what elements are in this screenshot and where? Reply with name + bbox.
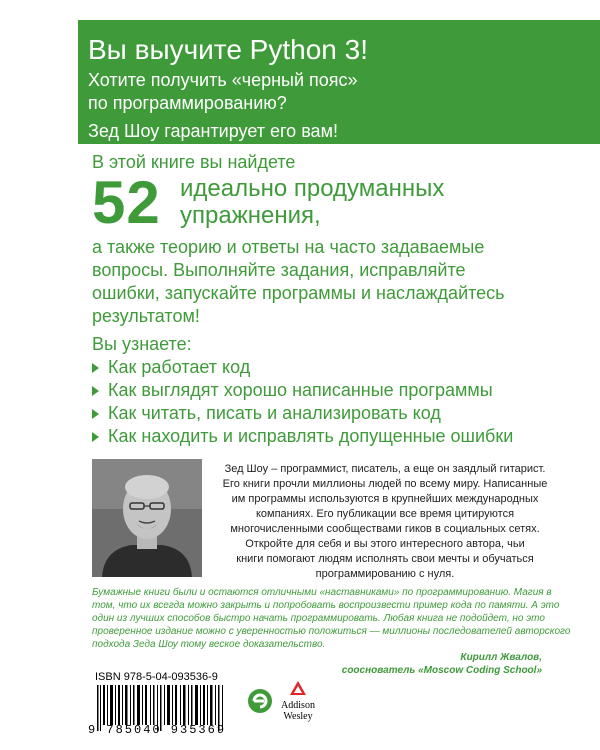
triangle-bullet-icon: [92, 432, 99, 442]
learn-item: [92, 402, 572, 425]
learn-item: [92, 356, 572, 379]
quote-author-role: сооснователь «Moscow Coding School»: [341, 665, 542, 676]
learn-item-label: Как читать, писать и анализировать код: [108, 403, 441, 423]
intro-text: В этой книге вы найдете: [92, 152, 296, 172]
paragraph-line: вопросы. Выполняйте задания, исправляйте: [92, 260, 466, 280]
bio-line: книги помогают людям исполнять свои мечты и обучаться: [236, 553, 534, 565]
header-banner: [78, 20, 600, 144]
quote-line: Бумажные книги были и остаются отличными «наставниками» по программированию. Магия в: [92, 587, 552, 598]
isbn-label: ISBN 978-5-04-093536-9: [95, 671, 218, 683]
exercise-line-1: идеально продуманных: [180, 175, 445, 202]
quote-author-name: Кирилл Жвалов,: [460, 652, 542, 663]
learn-list: [92, 356, 572, 448]
bio-line: Зед Шоу – программист, писатель, а еще он заядлый гитарист.: [224, 463, 546, 475]
addison-wesley-icon: [290, 681, 306, 695]
quote-line: проверенное издание можно с уверенностью положиться — миллионы последователей авторского: [92, 626, 571, 637]
quote-line: один из лучших способов быстро начать программировать. Любая книга не подойдет, но это: [92, 613, 545, 624]
quote-line: том, что их всегда можно закрыть и попробовать воспроизвести пример кода по памяти. А это: [92, 600, 560, 611]
quote-line: подхода Зеда Шоу тому веское доказательство.: [92, 639, 326, 650]
eksmo-logo-icon: [247, 688, 273, 719]
bio-line: программированию с нуля.: [315, 568, 455, 580]
addison-wesley-logo: [278, 681, 318, 722]
barcode-number: 9 785040 935369: [88, 723, 227, 737]
learn-item: [92, 425, 572, 448]
learn-item-label: Как находить и исправлять допущенные ошибки: [108, 426, 514, 446]
author-photo: [92, 459, 202, 577]
triangle-bullet-icon: [92, 386, 99, 396]
exercise-description: [180, 175, 444, 229]
cover-title: Вы выучите Python 3!: [88, 34, 368, 65]
testimonial-quote: [92, 586, 571, 651]
learn-title: Вы узнаете:: [92, 334, 192, 354]
description-paragraph: [92, 236, 582, 328]
paragraph-line: ошибки, запускайте программы и наслаждайтесь: [92, 283, 505, 303]
author-portrait-icon: [92, 459, 202, 577]
learn-item: [92, 379, 572, 402]
header-line-2: по программированию?: [88, 93, 287, 113]
triangle-bullet-icon: [92, 363, 99, 373]
eksmo-logo-mark: [247, 688, 273, 714]
addison-label: Addison: [281, 700, 315, 711]
bio-line: Откройте для себя и вы этого интересного автора, чьи: [245, 538, 525, 550]
paragraph-line: результатом!: [92, 306, 200, 326]
quote-attribution: [342, 651, 542, 677]
author-bio: [205, 462, 565, 582]
bio-line: многочисленными сообществами гиков в социальных сетях.: [230, 523, 540, 535]
learn-item-label: Как работает код: [108, 357, 251, 377]
wesley-label: Wesley: [283, 711, 313, 722]
paragraph-line: а также теорию и ответы на часто задаваемые: [92, 237, 485, 257]
learn-item-label: Как выглядят хорошо написанные программы: [108, 380, 493, 400]
isbn-block: [88, 671, 238, 747]
header-line-1: Хотите получить «черный пояс»: [88, 70, 358, 90]
bio-line: Его книги прочли миллионы людей по всему миру. Написанные: [222, 478, 548, 490]
exercise-line-2: упражнения,: [180, 202, 321, 229]
exercise-count: 52: [92, 169, 161, 236]
bio-line: им программы используются в крупнейших международных: [231, 493, 539, 505]
header-line-3: Зед Шоу гарантирует его вам!: [88, 121, 338, 141]
bio-line: компаниях. Его публикации все время цитируются: [255, 508, 515, 520]
triangle-bullet-icon: [92, 409, 99, 419]
